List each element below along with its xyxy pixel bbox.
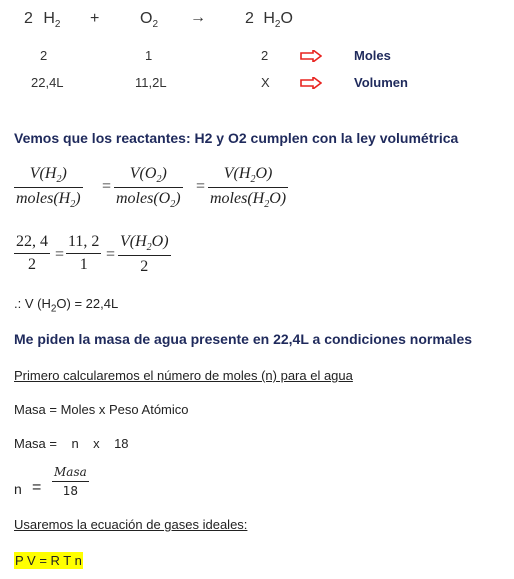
volume-h2o: X — [261, 75, 270, 90]
plus-sign: + — [90, 10, 100, 27]
fraction-v-h2o: $V(H_2O)$ $moles(H_2O)$ — [210, 165, 287, 211]
moles-h2o: 2 — [261, 48, 269, 63]
equals-sign: = — [32, 479, 42, 496]
ideal-gas-law: P V = R T n — [15, 553, 82, 568]
arrow-right-icon — [300, 77, 322, 89]
mass-formula: Masa = Moles x Peso Atómico — [14, 402, 189, 417]
fraction-11-2-over-1: 11, 2 1 — [68, 233, 100, 273]
moles-o2: 1 — [145, 48, 153, 63]
fraction-masa-over-18: Masa 18 — [54, 465, 87, 498]
equals-sign: = — [102, 178, 112, 195]
result-volume: .: V $(H_2O) = 22,4L$ — [14, 296, 119, 315]
fraction-v-h2: $V(H_2)$ $moles(H_2)$ — [16, 165, 81, 211]
equals-sign: = — [55, 246, 65, 263]
arrow-right-icon — [300, 50, 322, 62]
statement-volumetric-law: Vemos que los reactantes: H2 y O2 cumplen con la ley volumétrica — [14, 130, 459, 146]
equals-sign: = — [106, 246, 116, 263]
step-calculate-moles: Primero calcularemos el número de moles (n) para el agua — [14, 368, 353, 383]
volume-h2: 22,4L — [31, 75, 64, 90]
fraction-v-h2o-over-2: $V(H_2O)$ 2 — [120, 233, 169, 276]
h2-formula: $H_2$ — [43, 10, 61, 31]
moles-h2: 2 — [40, 48, 48, 63]
o2-formula: $O_2$ — [140, 10, 159, 31]
statement-water-mass: Me piden la masa de agua presente en 22,4L a condiciones normales — [14, 331, 473, 347]
mass-substitution: Masa = n x 18 — [14, 436, 129, 451]
label-moles: Moles — [354, 48, 391, 63]
reaction-arrow: → — [190, 9, 206, 26]
step-ideal-gas: Usaremos la ecuación de gases ideales: — [14, 517, 248, 532]
coef-h2: 2 — [24, 10, 33, 27]
chemical-equation — [24, 10, 60, 30]
label-volumen: Volumen — [354, 75, 408, 90]
equals-sign: = — [196, 178, 206, 195]
fraction-v-o2: $V(O_2)$ $moles(O_2)$ — [116, 165, 181, 211]
fraction-22-4-over-2: 22, 4 2 — [16, 233, 48, 273]
h2o-formula: 2 $H_2O$ — [245, 10, 293, 31]
n-symbol: n — [14, 481, 22, 497]
volume-o2: 11,2L — [135, 75, 167, 90]
